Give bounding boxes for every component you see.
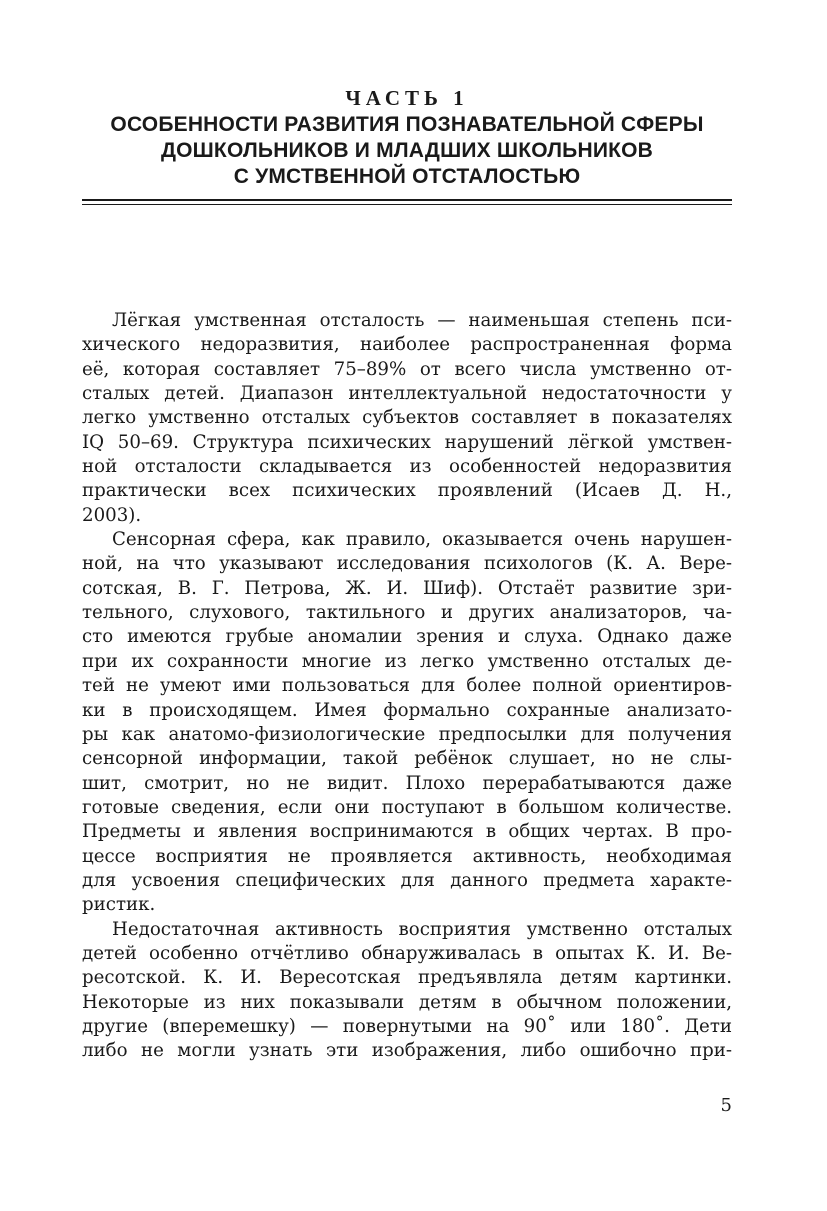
- text-line: Некоторые из них показывали детям в обычном положении,: [82, 991, 732, 1013]
- chapter-title-line-2: ДОШКОЛЬНИКОВ И МЛАДШИХ ШКОЛЬНИКОВ: [160, 139, 654, 162]
- text-line: 2003).: [82, 504, 142, 526]
- text-line: практически всех психических проявлений (Исаев Д. Н.,: [82, 480, 732, 502]
- text-line: детей особенно отчётливо обнаруживалась в опытах К. И. Ве-: [82, 942, 732, 964]
- paragraph-3: [82, 918, 732, 1064]
- text-line: тей не умеют ими пользоваться для более полной ориентиров-: [82, 675, 732, 697]
- text-line: тельного, слухового, тактильного и других анализаторов, ча-: [82, 602, 732, 624]
- text-line: сотская, В. Г. Петрова, Ж. И. Шиф). Отстаёт развитие зри-: [82, 577, 732, 599]
- text-line: Лёгкая умственная отсталость — наименьшая степень пси-: [112, 310, 732, 331]
- text-line: ной отсталости складывается из особенностей недоразвития: [82, 456, 732, 478]
- text-line: ной, на что указывают исследования психологов (К. А. Вере-: [82, 553, 732, 575]
- text-line: при их сохранности многие из легко умственно отсталых де-: [82, 650, 732, 672]
- text-line: IQ 50–69. Структура психических нарушений лёгкой умствен-: [82, 431, 732, 453]
- text-line: ки в происходящем. Имея формально сохранные анализато-: [82, 699, 732, 721]
- paragraph-1: [82, 309, 732, 528]
- page-number: 5: [720, 1095, 732, 1116]
- header-rule-top: [82, 199, 732, 201]
- text-line: Предметы и явления воспринимаются в общих чертах. В про-: [82, 821, 732, 843]
- text-line: сто имеются грубые аномалии зрения и слуха. Однако даже: [82, 626, 732, 648]
- paragraph-2: [82, 528, 732, 918]
- text-line: её, которая составляет 75–89% от всего числа умственно от-: [82, 358, 732, 380]
- text-line: готовые сведения, если они поступают в большом количестве.: [82, 796, 732, 818]
- text-line: цессе восприятия не проявляется активность, необходимая: [82, 845, 732, 867]
- text-line: либо не могли узнать эти изображения, либо ошибочно при-: [82, 1040, 732, 1062]
- text-line: сенсорной информации, такой ребёнок слушает, но не слы-: [82, 748, 732, 770]
- text-line: Сенсорная сфера, как правило, оказывается очень нарушен-: [112, 529, 732, 551]
- text-line: Недостаточная активность восприятия умственно отсталых: [112, 918, 732, 940]
- text-line: хического недоразвития, наиболее распространенная форма: [82, 334, 732, 356]
- header-rule-bottom: [82, 204, 732, 205]
- chapter-header: [82, 84, 732, 190]
- text-line: ресотской. К. И. Вересотская предъявляла детям картинки.: [82, 967, 732, 989]
- text-line: сталых детей. Диапазон интеллектуальной недостаточности у: [82, 383, 732, 405]
- text-line: шит, смотрит, но не видит. Плохо перерабатываются даже: [82, 772, 732, 794]
- chapter-title-line-3: С УМСТВЕННОЙ ОТСТАЛОСТЬЮ: [233, 165, 581, 188]
- body-text: [82, 309, 732, 1064]
- text-line: легко умственно отсталых субъектов составляет в показателях: [82, 407, 732, 429]
- part-label: ЧАСТЬ 1: [345, 86, 469, 110]
- text-line: другие (вперемешку) — повернутыми на 90˚ или 180˚. Дети: [82, 1015, 732, 1037]
- text-line: ристик.: [82, 894, 156, 916]
- chapter-title-line-1: ОСОБЕННОСТИ РАЗВИТИЯ ПОЗНАВАТЕЛЬНОЙ СФЕРЫ: [110, 113, 704, 136]
- text-line: ры как анатомо-физиологические предпосылки для получения: [82, 723, 732, 745]
- text-line: для усвоения специфических для данного предмета характе-: [82, 869, 732, 891]
